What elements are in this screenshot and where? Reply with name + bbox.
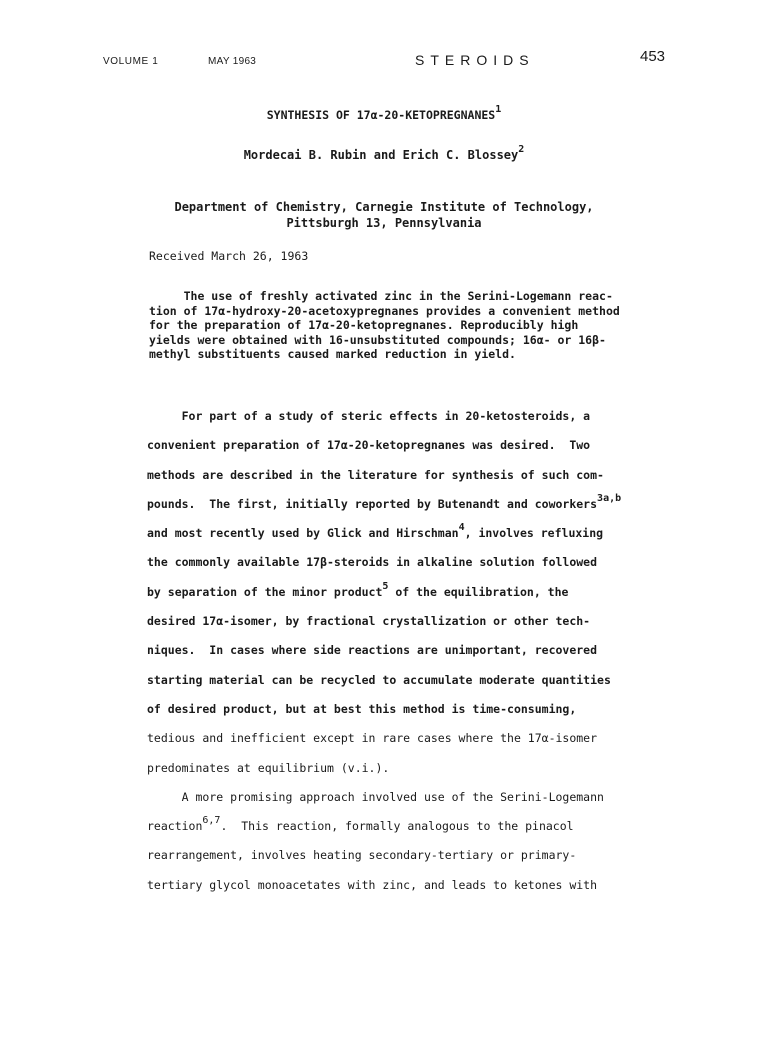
abstract-line: methyl substituents caused marked reduction in yield. [149, 347, 516, 361]
body-line-text: pounds. The first, initially reported by Butenandt and coworkers [147, 496, 598, 511]
affiliation-line-2: Pittsburgh 13, Pennsylvania [286, 216, 482, 230]
running-header [0, 48, 768, 76]
issue-date: MAY 1963 [208, 56, 257, 67]
citation-marker: 4 [458, 522, 465, 534]
citation-marker: 3a,b [597, 492, 622, 504]
affiliation-line-1: Department of Chemistry, Carnegie Institute of Technology, [174, 200, 594, 214]
abstract [149, 289, 649, 362]
body-line-text: reaction [147, 819, 203, 834]
body-line [147, 461, 667, 490]
body-line-text: tedious and inefficient except in rare cases where the 17α-isomer [147, 731, 598, 746]
body-line [147, 841, 667, 870]
body-line-text-continued: . This reaction, formally analogous to the pinacol [220, 819, 574, 834]
body-line [147, 666, 667, 695]
journal-name: STEROIDS [415, 52, 535, 68]
body-line-text-continued: of the equilibration, the [388, 584, 569, 599]
citation-marker: 6,7 [202, 815, 221, 827]
abstract-line: yields were obtained with 16-unsubstituted compounds; 16α- or 16β- [149, 332, 606, 347]
body-line-text: convenient preparation of 17α-20-ketopregnanes was desired. Two [147, 438, 591, 453]
body-line-text: by separation of the minor product [147, 584, 383, 599]
body-line-text-continued: , involves refluxing [464, 526, 604, 541]
body-line-text: For part of a study of steric effects in 20-ketosteroids, a [147, 409, 591, 423]
affiliation [0, 199, 768, 231]
body-line-text: methods are described in the literature for synthesis of such com- [147, 467, 604, 482]
body-line [147, 724, 667, 753]
body-line [147, 695, 667, 724]
body-line-text: A more promising approach involved use of the Serini-Logemann [147, 789, 604, 804]
author-footnote-marker: 2 [518, 144, 525, 155]
volume-label: VOLUME 1 [103, 56, 159, 67]
body-line-text: tertiary glycol monoacetates with zinc, and leads to ketones with [147, 877, 598, 892]
body-line [147, 490, 667, 519]
abstract-line: for the preparation of 17α-20-ketopregnanes. Reproducibly high [149, 318, 579, 332]
body-line [147, 548, 667, 577]
body-line [147, 754, 667, 783]
abstract-line: The use of freshly activated zinc in the Serini-Logemann reac- [149, 289, 613, 303]
body-line [147, 636, 667, 665]
body-line-text: starting material can be recycled to accumulate moderate quantities [147, 672, 611, 687]
body-line [147, 431, 667, 460]
paper-title-text: SYNTHESIS OF 17α-20-KETOPREGNANES [266, 108, 496, 122]
body-line-text: and most recently used by Glick and Hirschman [147, 526, 459, 541]
title-footnote-marker: 1 [495, 104, 502, 115]
author-line [0, 144, 768, 162]
abstract-line: tion of 17α-hydroxy-20-acetoxypregnanes provides a convenient method [149, 303, 620, 318]
body-line [147, 402, 667, 431]
paper-title [0, 104, 768, 122]
body-line-text: niques. In cases where side reactions are unimportant, recovered [147, 643, 598, 658]
body-line [147, 519, 667, 548]
body-line-text: predominates at equilibrium (v.i.). [147, 760, 390, 775]
body-line [147, 783, 667, 812]
body-line-text: rearrangement, involves heating secondary-tertiary or primary- [147, 848, 577, 863]
page-number: 453 [640, 48, 666, 65]
body-line-text: desired 17α-isomer, by fractional crystallization or other tech- [147, 614, 591, 629]
body-line [147, 578, 667, 607]
body-line [147, 812, 667, 841]
body-line [147, 607, 667, 636]
author-names: Mordecai B. Rubin and Erich C. Blossey [243, 148, 519, 162]
citation-marker: 5 [382, 580, 389, 592]
body-text [147, 402, 667, 900]
received-date: Received March 26, 1963 [149, 249, 309, 263]
body-line [147, 871, 667, 900]
body-line-text: of desired product, but at best this method is time-consuming, [147, 701, 577, 716]
body-line-text: the commonly available 17β-steroids in alkaline solution followed [147, 555, 598, 570]
